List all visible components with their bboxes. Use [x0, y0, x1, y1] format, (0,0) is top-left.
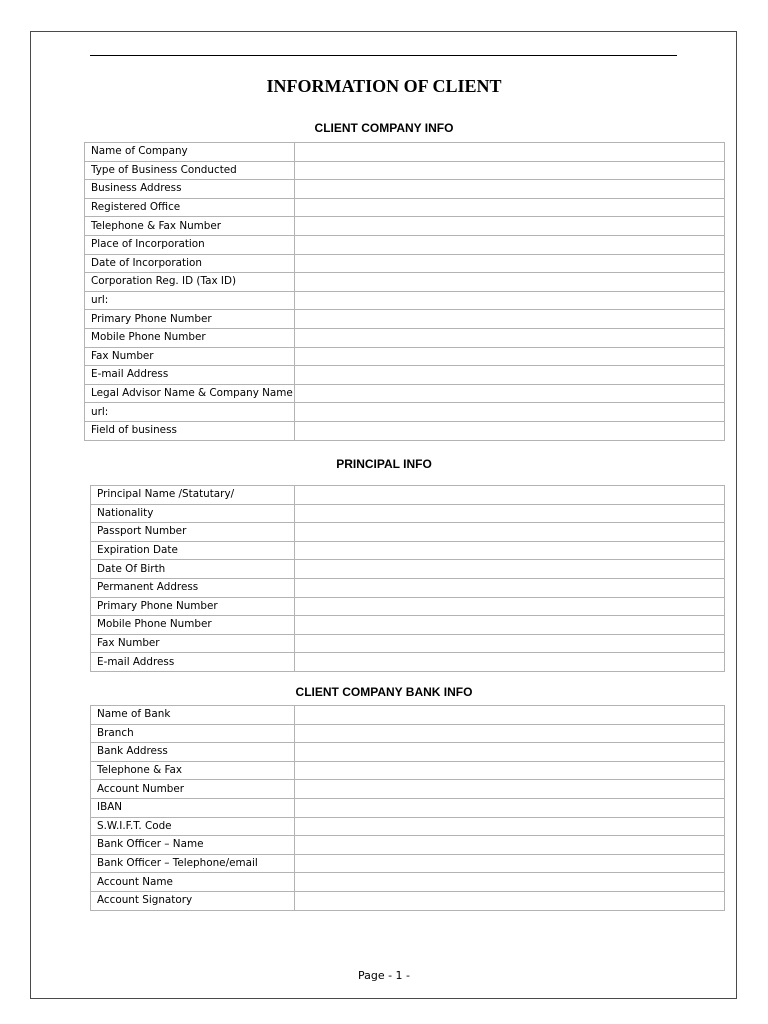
field-value[interactable]: [295, 366, 725, 385]
section-title-company: CLIENT COMPANY INFO: [314, 121, 454, 135]
field-label: Primary Phone Number: [91, 597, 295, 616]
field-value[interactable]: [295, 780, 725, 799]
table-row: [85, 366, 725, 385]
table-row: [91, 706, 725, 725]
field-value[interactable]: [295, 291, 725, 310]
field-label: E-mail Address: [91, 653, 295, 672]
table-row: [85, 235, 725, 254]
field-label: Place of Incorporation: [85, 235, 295, 254]
field-label: Corporation Reg. ID (Tax ID): [85, 273, 295, 292]
field-value[interactable]: [295, 217, 725, 236]
field-value[interactable]: [295, 836, 725, 855]
table-row: [91, 541, 725, 560]
table-row: [91, 761, 725, 780]
field-value[interactable]: [295, 254, 725, 273]
field-value[interactable]: [295, 310, 725, 329]
header-rule: [90, 55, 677, 56]
table-row: [85, 198, 725, 217]
field-label: Date of Incorporation: [85, 254, 295, 273]
field-value[interactable]: [295, 761, 725, 780]
table-row: [91, 724, 725, 743]
company-info-table: [84, 142, 725, 441]
field-value[interactable]: [295, 616, 725, 635]
table-row: [85, 161, 725, 180]
table-row: [85, 384, 725, 403]
bank-info-table: [90, 705, 725, 911]
field-label: Account Signatory: [91, 891, 295, 910]
field-label: Fax Number: [85, 347, 295, 366]
field-value[interactable]: [295, 653, 725, 672]
field-value[interactable]: [295, 560, 725, 579]
field-label: Name of Bank: [91, 706, 295, 725]
section-title-bank: CLIENT COMPANY BANK INFO: [295, 685, 473, 699]
field-label: Bank Address: [91, 743, 295, 762]
field-label: IBAN: [91, 798, 295, 817]
field-value[interactable]: [295, 143, 725, 162]
field-label: S.W.I.F.T. Code: [91, 817, 295, 836]
field-label: Registered Office: [85, 198, 295, 217]
field-label: Type of Business Conducted: [85, 161, 295, 180]
table-row: [91, 523, 725, 542]
field-label: Bank Officer – Telephone/email: [91, 854, 295, 873]
table-row: [85, 254, 725, 273]
table-row: [85, 273, 725, 292]
field-label: Legal Advisor Name & Company Name: [85, 384, 295, 403]
field-label: Mobile Phone Number: [85, 328, 295, 347]
field-value[interactable]: [295, 486, 725, 505]
field-label: Telephone & Fax Number: [85, 217, 295, 236]
table-row: [91, 780, 725, 799]
field-value[interactable]: [295, 634, 725, 653]
field-label: Primary Phone Number: [85, 310, 295, 329]
field-value[interactable]: [295, 743, 725, 762]
field-value[interactable]: [295, 798, 725, 817]
table-row: [91, 486, 725, 505]
field-value[interactable]: [295, 854, 725, 873]
field-value[interactable]: [295, 597, 725, 616]
field-value[interactable]: [295, 817, 725, 836]
field-value[interactable]: [295, 724, 725, 743]
table-row: [85, 310, 725, 329]
field-label: url:: [85, 403, 295, 422]
table-row: [91, 873, 725, 892]
table-row: [85, 403, 725, 422]
field-value[interactable]: [295, 161, 725, 180]
field-value[interactable]: [295, 541, 725, 560]
field-value[interactable]: [295, 328, 725, 347]
field-label: E-mail Address: [85, 366, 295, 385]
table-row: [91, 836, 725, 855]
field-value[interactable]: [295, 891, 725, 910]
field-label: Fax Number: [91, 634, 295, 653]
field-value[interactable]: [295, 504, 725, 523]
table-row: [91, 817, 725, 836]
table-row: [91, 597, 725, 616]
field-label: Name of Company: [85, 143, 295, 162]
table-row: [85, 328, 725, 347]
table-row: [85, 180, 725, 199]
field-value[interactable]: [295, 235, 725, 254]
field-label: url:: [85, 291, 295, 310]
field-label: Telephone & Fax: [91, 761, 295, 780]
field-value[interactable]: [295, 873, 725, 892]
field-label: Field of business: [85, 421, 295, 440]
table-row: [91, 854, 725, 873]
table-row: [85, 347, 725, 366]
field-value[interactable]: [295, 180, 725, 199]
page-number: Page - 1 -: [357, 969, 411, 982]
field-label: Account Name: [91, 873, 295, 892]
table-row: [91, 634, 725, 653]
field-label: Principal Name /Statutary/: [91, 486, 295, 505]
table-row: [85, 291, 725, 310]
field-value[interactable]: [295, 523, 725, 542]
table-row: [91, 578, 725, 597]
table-row: [85, 143, 725, 162]
field-label: Bank Officer – Name: [91, 836, 295, 855]
table-row: [91, 891, 725, 910]
field-value[interactable]: [295, 706, 725, 725]
field-label: Passport Number: [91, 523, 295, 542]
field-label: Mobile Phone Number: [91, 616, 295, 635]
field-label: Business Address: [85, 180, 295, 199]
table-row: [91, 560, 725, 579]
principal-info-table: [90, 485, 725, 672]
document-title: INFORMATION OF CLIENT: [266, 76, 502, 96]
field-value[interactable]: [295, 347, 725, 366]
field-label: Permanent Address: [91, 578, 295, 597]
field-label: Branch: [91, 724, 295, 743]
field-value[interactable]: [295, 273, 725, 292]
section-title-principal: PRINCIPAL INFO: [336, 457, 432, 471]
table-row: [85, 421, 725, 440]
table-row: [91, 743, 725, 762]
field-value[interactable]: [295, 421, 725, 440]
field-label: Date Of Birth: [91, 560, 295, 579]
table-row: [85, 217, 725, 236]
table-row: [91, 504, 725, 523]
table-row: [91, 653, 725, 672]
table-row: [91, 798, 725, 817]
table-row: [91, 616, 725, 635]
field-value[interactable]: [295, 198, 725, 217]
field-label: Nationality: [91, 504, 295, 523]
field-value[interactable]: [295, 578, 725, 597]
field-label: Expiration Date: [91, 541, 295, 560]
field-value[interactable]: [295, 384, 725, 403]
field-label: Account Number: [91, 780, 295, 799]
field-value[interactable]: [295, 403, 725, 422]
